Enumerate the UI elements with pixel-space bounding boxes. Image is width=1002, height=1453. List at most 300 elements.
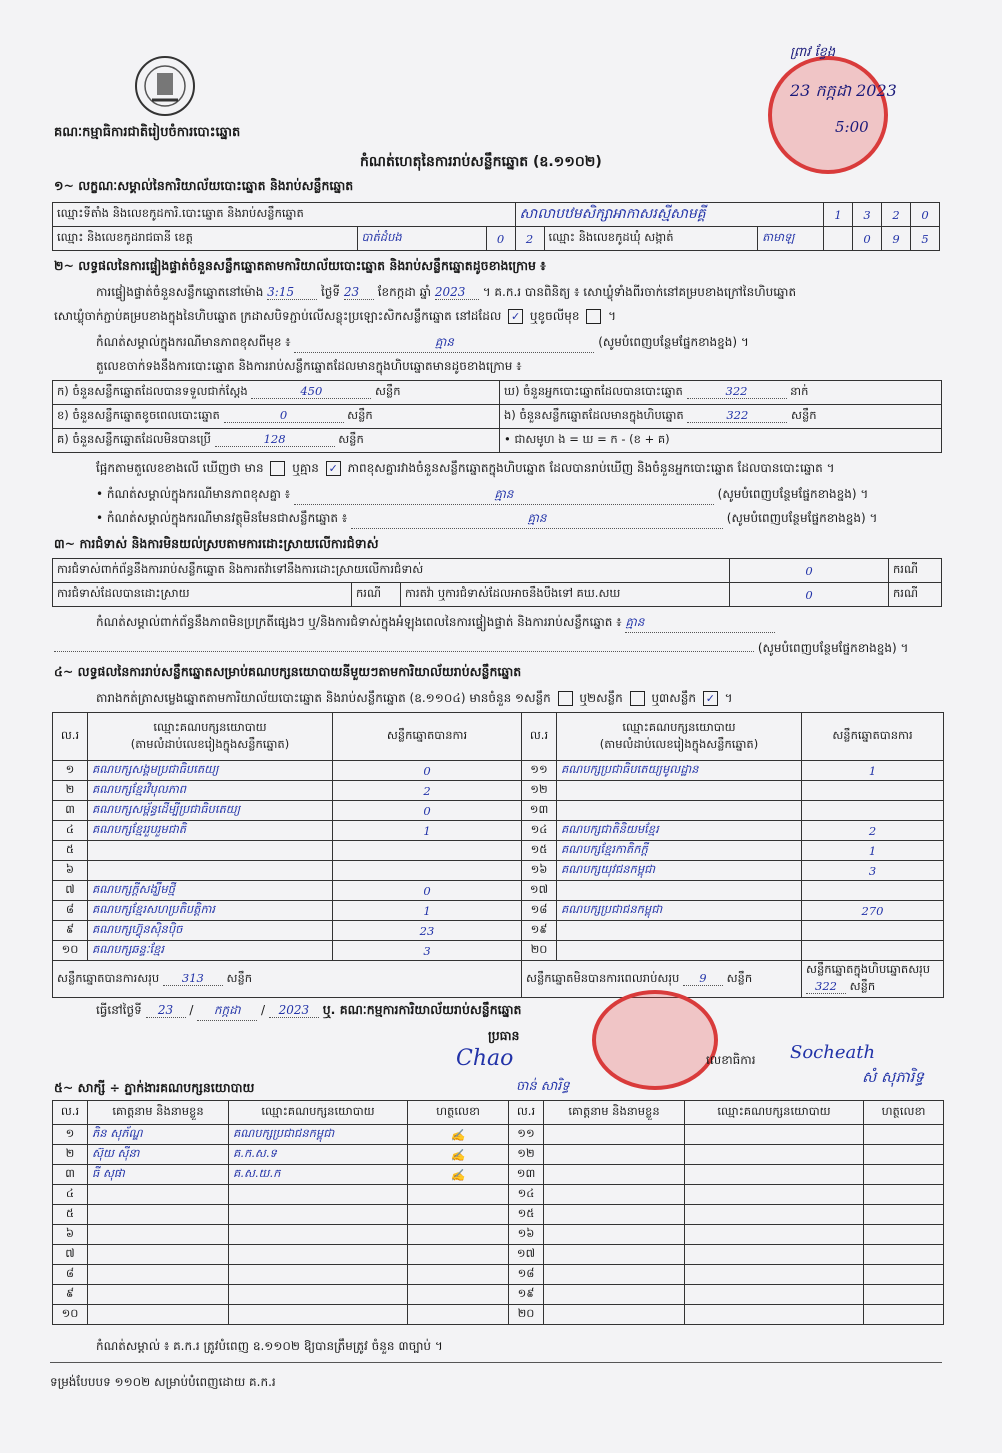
witness-party: គណបក្សប្រជាជនកម្ពុជា bbox=[229, 1125, 408, 1145]
witness-name: ធី សុផា bbox=[88, 1165, 229, 1185]
party-votes bbox=[333, 861, 522, 881]
results-col-no-right: ល.រ bbox=[522, 713, 557, 761]
figure-left-cell bbox=[53, 429, 500, 453]
witness-name bbox=[544, 1285, 685, 1305]
party-no: ១៨ bbox=[522, 901, 557, 921]
verify-text-b: ថ្ងៃទី bbox=[321, 285, 341, 299]
results-col-party-left-sub: (តាមលំដាប់លេខរៀងក្នុងសន្លឹកឆ្នោត) bbox=[130, 736, 290, 751]
date-year: 2023 bbox=[269, 1003, 319, 1018]
witness-party bbox=[229, 1185, 408, 1205]
witness-name bbox=[544, 1205, 685, 1225]
party-name bbox=[557, 921, 802, 941]
witness-no: ១៥ bbox=[509, 1205, 544, 1225]
witness-signature bbox=[864, 1225, 944, 1245]
party-name: គណបក្សជាតិនិយមខ្មែរ bbox=[557, 821, 802, 841]
seal-line: សោឃ្លុំចាក់ភ្ជាប់គម្របខាងក្នុងនៃហិបឆ្នោត ក្រដាសបិទភ្ជាប់លើសន្លុះប្រឡោះសិកសន្លឹកឆ្នោត នៅដដែល ✓ ឬខូចលីមុខ ។ bbox=[54, 309, 616, 323]
witness-name bbox=[544, 1265, 685, 1285]
party-name: គណបក្សសង្គមប្រជាធិបតេយ្យ bbox=[88, 761, 333, 781]
figure-right-value: 322 bbox=[687, 384, 787, 399]
party-votes: 270 bbox=[802, 901, 944, 921]
results-col-votes-right: សន្លឹកឆ្នោតបានការ bbox=[802, 713, 944, 761]
witness-name bbox=[544, 1305, 685, 1325]
place-code-4: 0 bbox=[911, 203, 940, 227]
bullet2-line bbox=[96, 510, 946, 529]
results-col-party-right-title: ឈ្មោះគណបក្សនយោបាយ bbox=[622, 719, 736, 734]
results-row bbox=[53, 941, 944, 961]
secretary-signature: Socheath bbox=[790, 1042, 876, 1063]
results-col-party-left-title: ឈ្មោះគណបក្សនយោបាយ bbox=[153, 719, 267, 734]
witness-name bbox=[88, 1245, 229, 1265]
figures-row bbox=[53, 429, 942, 453]
party-votes: 3 bbox=[802, 861, 944, 881]
page-title: កំណត់ហេតុនៃការរាប់សន្លឹកឆ្នោត (ឧ.១១០២) bbox=[360, 154, 602, 170]
party-votes: 1 bbox=[802, 841, 944, 861]
section1-table bbox=[52, 202, 940, 251]
figure-right-unit: សន្លឹក bbox=[791, 408, 817, 422]
witness-signature bbox=[864, 1185, 944, 1205]
complaints-row2-unit-a: ករណី bbox=[352, 583, 401, 607]
irregularity-hint-line bbox=[54, 640, 944, 658]
damage-note-hint: (សូមបំពេញបន្ថែមផ្នែកខាងខ្នង) ។ bbox=[598, 335, 749, 349]
witness-name bbox=[88, 1185, 229, 1205]
complaints-row2-mid: ការតវ៉ា ឬការជំទាស់ដែលអាចនឹងបឹងទៅ គឃ.សឃ bbox=[401, 583, 730, 607]
irregularity-note-label: កំណត់សម្គាល់ពាក់ព័ន្ធនឹងភាពមិនប្រក្រតីផ្សេងៗ ឬ/និងការជំទាស់ក្នុងអំឡុងពេលនៃការផ្ទៀងផ្ទាត់ និងការរាប់សន្លឹកឆ្នោត ៖ bbox=[96, 615, 622, 629]
party-name bbox=[557, 801, 802, 821]
section3-heading: ៣~ ការជំទាស់ និងការមិនយល់ស្របតាមការដោះស្រាយលើការជំទាស់ bbox=[54, 536, 379, 551]
damaged-label: ឬខូចលីមុខ bbox=[529, 309, 580, 323]
sheets-text-a: តារាងកត់ត្រាសម្លេងឆ្នោតតាមការិយាល័យបោះឆ្នោត និងរាប់សន្លឹកឆ្នោត (ឧ.១១០៤) មានចំនួន ១សន្លឹក bbox=[96, 691, 551, 705]
figure-left-label: គ) ចំនួនសន្លឹកឆ្នោតដែលមិនបានប្រើ bbox=[57, 432, 211, 446]
party-no: ៩ bbox=[53, 921, 88, 941]
figures-intro: តួលេខចាក់ទងនឹងការបោះឆ្នោត និងការរាប់សន្លឹកឆ្នោតដែលមានក្នុងហិបឆ្នោតមានដូចខាងក្រោម ៖ bbox=[96, 359, 522, 373]
witness-no: ២០ bbox=[509, 1305, 544, 1325]
discrepancy-no-checkbox[interactable]: ✓ bbox=[326, 461, 341, 476]
complaints-row1-label: ការជំទាស់ពាក់ព័ន្ធនឹងការរាប់សន្លឹកឆ្នោត និងការតវ៉ាទៅនឹងការដោះស្រាយលើការជំទាស់ bbox=[53, 559, 730, 583]
discrepancy-yes-checkbox[interactable] bbox=[270, 461, 285, 476]
total-box-unit: សន្លឹក bbox=[849, 979, 876, 993]
secretary-label: លេខាធិការ bbox=[706, 1053, 756, 1067]
results-col-party-right bbox=[557, 713, 802, 761]
district-code-1: 0 bbox=[486, 227, 515, 251]
witness-signature bbox=[408, 1305, 509, 1325]
results-row bbox=[53, 841, 944, 861]
witness-no: ២ bbox=[53, 1145, 88, 1165]
witness-col-sign-right: ហត្ថលេខា bbox=[864, 1101, 944, 1125]
figure-left-unit: សន្លឹក bbox=[347, 408, 373, 422]
witness-party bbox=[229, 1225, 408, 1245]
witness-party bbox=[685, 1265, 864, 1285]
discrepancy-text-b: ឬគ្មាន bbox=[292, 461, 319, 475]
figure-left-cell bbox=[53, 405, 500, 429]
witness-no: ៧ bbox=[53, 1245, 88, 1265]
witness-party bbox=[685, 1305, 864, 1325]
place-value: សាលាបឋមសិក្សាអាកាសរស្មីសាមគ្គី bbox=[515, 203, 823, 227]
commune-code-1: 0 bbox=[853, 227, 882, 251]
figure-left-label: ខ) ចំនួនសន្លឹកឆ្នោតខូចពេលបោះឆ្នោត bbox=[57, 408, 220, 422]
witness-row bbox=[53, 1165, 944, 1185]
figures-row bbox=[53, 405, 942, 429]
figure-left-value: 128 bbox=[215, 432, 335, 447]
witness-no: ១៤ bbox=[509, 1185, 544, 1205]
witness-no: ៦ bbox=[53, 1225, 88, 1245]
party-votes bbox=[802, 801, 944, 821]
sheets-text-c: ឬ៣សន្លឹក bbox=[651, 691, 696, 705]
results-row bbox=[53, 881, 944, 901]
party-no: ៤ bbox=[53, 821, 88, 841]
total-valid-value: 313 bbox=[163, 971, 223, 986]
irregularity-hint: (សូមបំពេញបន្ថែមផ្នែកខាងខ្នង) ។ bbox=[757, 641, 909, 655]
witness-col-name-right: គោត្តនាម និងនាមខ្លួន bbox=[544, 1101, 685, 1125]
party-name bbox=[88, 861, 333, 881]
witness-signature bbox=[864, 1125, 944, 1145]
witness-name: ស៊ុយ ស៊ីនា bbox=[88, 1145, 229, 1165]
witness-party bbox=[685, 1285, 864, 1305]
date-line: ធ្វើនៅថ្ងៃទី 23 / កក្កដា / 2023 ឬ. គណៈកម្មការការិយាល័យរាប់សន្លឹកឆ្នោត bbox=[96, 1002, 521, 1021]
witness-name bbox=[88, 1225, 229, 1245]
witness-name bbox=[544, 1225, 685, 1245]
witness-name bbox=[88, 1265, 229, 1285]
verify-text-d: ។ គ.ក.រ បានពិនិត្យ ៖ សោឃ្លុំទាំងពីរចាក់នៅគម្របខាងក្រៅនៃហិបឆ្នោត bbox=[482, 285, 797, 299]
party-no: ១៥ bbox=[522, 841, 557, 861]
witness-party: គ.ក.ស.ទ bbox=[229, 1145, 408, 1165]
witness-no: ៥ bbox=[53, 1205, 88, 1225]
results-col-no-left: ល.រ bbox=[53, 713, 88, 761]
complaints-row2-label: ការជំទាស់ដែលបានដោះស្រាយ bbox=[53, 583, 352, 607]
witness-signature: ✍ bbox=[408, 1125, 509, 1145]
damage-note-value: គ្មាន bbox=[294, 334, 594, 353]
figure-left-value: 450 bbox=[251, 384, 371, 399]
witness-row bbox=[53, 1245, 944, 1265]
bullet2-label: • កំណត់សម្គាល់ក្នុងករណីមានវត្ថុមិនមែនជាសន្លឹកឆ្នោត ៖ bbox=[96, 511, 348, 525]
total-invalid-label: សន្លឹកឆ្នោតមិនបានការពេលរាប់សរុប bbox=[526, 970, 680, 985]
witness-col-name-left: គោត្តនាម និងនាមខ្លួន bbox=[88, 1101, 229, 1125]
party-no: ៥ bbox=[53, 841, 88, 861]
party-no: ១៣ bbox=[522, 801, 557, 821]
witness-no: ៤ bbox=[53, 1185, 88, 1205]
complaints-row2-unit: ករណី bbox=[889, 583, 942, 607]
party-name: គណបក្សក្ដីសង្ឃឹមថ្មី bbox=[88, 881, 333, 901]
figure-right-cell bbox=[500, 381, 942, 405]
party-votes: 0 bbox=[333, 801, 522, 821]
district-value: បាត់ដំបង bbox=[357, 227, 486, 251]
party-no: ៣ bbox=[53, 801, 88, 821]
witness-name bbox=[544, 1245, 685, 1265]
footer-note: កំណត់សម្គាល់ ៖ គ.ក.រ ត្រូវបំពេញ ឧ.១១០២ ឱ្យបានត្រឹមត្រូវ ចំនួន ៣ច្បាប់ ។ bbox=[96, 1339, 443, 1353]
verify-time: 3:15 bbox=[267, 285, 317, 300]
discrepancy-line bbox=[96, 460, 946, 478]
party-name: គណបក្សប្រជាធិបតេយ្យមូលដ្ឋាន bbox=[557, 761, 802, 781]
party-no: ១៩ bbox=[522, 921, 557, 941]
party-no: ១៤ bbox=[522, 821, 557, 841]
sheets-3-checkbox[interactable]: ✓ bbox=[703, 691, 718, 706]
stamp-note: ព្រាវ ខ្វែង bbox=[790, 45, 836, 60]
party-votes: 0 bbox=[333, 881, 522, 901]
witness-row bbox=[53, 1125, 944, 1145]
party-no: ១០ bbox=[53, 941, 88, 961]
party-name: គណបក្សខ្មែរកាតិកក្ដី bbox=[557, 841, 802, 861]
results-row bbox=[53, 861, 944, 881]
nec-emblem bbox=[132, 55, 198, 117]
witness-party bbox=[685, 1165, 864, 1185]
witness-row bbox=[53, 1225, 944, 1245]
bullet1-line bbox=[96, 486, 946, 505]
results-col-party-left bbox=[88, 713, 333, 761]
total-valid-unit: សន្លឹក bbox=[226, 970, 253, 985]
party-name: គណបក្សសម្ព័ន្ធដើម្បីប្រជាធិបតេយ្យ bbox=[88, 801, 333, 821]
figures-table bbox=[52, 380, 942, 453]
chair-signature: Chao bbox=[456, 1046, 514, 1071]
party-no: ១២ bbox=[522, 781, 557, 801]
party-no: ២០ bbox=[522, 941, 557, 961]
party-no: ១៦ bbox=[522, 861, 557, 881]
party-name bbox=[557, 941, 802, 961]
verify-line bbox=[96, 284, 946, 302]
witness-party: គ.ស.យ.ក bbox=[229, 1165, 408, 1185]
results-row bbox=[53, 781, 944, 801]
witness-signature bbox=[864, 1305, 944, 1325]
witness-party bbox=[685, 1245, 864, 1265]
date-month: កក្កដា bbox=[197, 1002, 257, 1021]
secretary-name: សំ សុភារិទ្ធ bbox=[862, 1068, 924, 1086]
commune-code-3: 5 bbox=[911, 227, 940, 251]
party-votes: 3 bbox=[333, 941, 522, 961]
results-table bbox=[52, 712, 944, 998]
witness-signature bbox=[864, 1205, 944, 1225]
witness-no: ៩ bbox=[53, 1285, 88, 1305]
party-votes: 1 bbox=[802, 761, 944, 781]
witness-name bbox=[544, 1145, 685, 1165]
irregularity-note-value: គ្មាន bbox=[625, 614, 775, 633]
witness-no: ១១ bbox=[509, 1125, 544, 1145]
witness-signature bbox=[408, 1285, 509, 1305]
stamp-time: 5:00 bbox=[835, 118, 869, 136]
party-no: ១៧ bbox=[522, 881, 557, 901]
section4-heading: ៤~ លទ្ធផលនៃការរាប់សន្លឹកឆ្នោតសម្រាប់គណបក្សនយោបាយនីមួយៗតាមការិយាល័យរាប់សន្លឹកឆ្នោត bbox=[54, 664, 522, 679]
seal-text: សោឃ្លុំចាក់ភ្ជាប់គម្របខាងក្នុងនៃហិបឆ្នោត ក្រដាសបិទភ្ជាប់លើសន្លុះប្រឡោះសិកសន្លឹកឆ្នោត នៅដដែល bbox=[54, 309, 502, 323]
party-votes bbox=[802, 921, 944, 941]
figure-left-value: 0 bbox=[224, 408, 344, 423]
party-no: ១១ bbox=[522, 761, 557, 781]
witness-no: ១៨ bbox=[509, 1265, 544, 1285]
witness-signature: ✍ bbox=[408, 1145, 509, 1165]
party-no: ២ bbox=[53, 781, 88, 801]
verify-year: 2023 bbox=[435, 285, 479, 300]
form-note: ទម្រង់បែបបទ ១១០២ សម្រាប់បំពេញដោយ គ.ក.រ bbox=[50, 1375, 276, 1389]
witness-party bbox=[229, 1265, 408, 1285]
party-name: គណបក្សឆន្ទៈខ្មែរ bbox=[88, 941, 333, 961]
party-name: គណបក្សហ៊្វុនស៊ិនប៉ិច bbox=[88, 921, 333, 941]
witness-name bbox=[544, 1125, 685, 1145]
sheets-1-checkbox[interactable] bbox=[558, 691, 573, 706]
committee-name: គណៈកម្មាធិការជាតិរៀបចំការបោះឆ្នោត bbox=[54, 125, 241, 140]
witness-signature bbox=[864, 1285, 944, 1305]
results-row bbox=[53, 821, 944, 841]
witness-signature bbox=[408, 1245, 509, 1265]
chair-name: ចាន់ សារិទ្ធ bbox=[516, 1079, 570, 1094]
witness-party bbox=[685, 1205, 864, 1225]
party-votes bbox=[802, 941, 944, 961]
witness-party bbox=[229, 1205, 408, 1225]
witness-signature bbox=[864, 1165, 944, 1185]
witness-name bbox=[544, 1185, 685, 1205]
witness-party bbox=[685, 1145, 864, 1165]
committee-label: ឬ. គណៈកម្មការការិយាល័យរាប់សន្លឹកឆ្នោត bbox=[322, 1002, 522, 1017]
figure-left-unit: សន្លឹក bbox=[338, 432, 364, 446]
results-row bbox=[53, 901, 944, 921]
commune-value: តាមាឡ bbox=[758, 227, 824, 251]
bullet2-value: គ្មាន bbox=[351, 510, 723, 529]
bullet2-hint: (សូមបំពេញបន្ថែមផ្នែកខាងខ្នង) ។ bbox=[726, 511, 878, 525]
discrepancy-text-c: ភាពខុសគ្នារវាងចំនួនសន្លឹកឆ្នោតក្នុងហិបឆ្នោត ដែលបានរាប់ឃើញ និងចំនួនអ្នកបោះឆ្នោត ដែលបានបោះឆ្នោត ។ bbox=[347, 461, 835, 475]
witness-col-no-right: ល.រ bbox=[509, 1101, 544, 1125]
witness-no: ១ bbox=[53, 1125, 88, 1145]
place-code-3: 2 bbox=[882, 203, 911, 227]
witness-signature bbox=[408, 1205, 509, 1225]
witness-party bbox=[685, 1125, 864, 1145]
complaints-row1-value: 0 bbox=[730, 559, 889, 583]
figure-right-value: 322 bbox=[687, 408, 787, 423]
witness-party bbox=[685, 1185, 864, 1205]
total-valid-cell bbox=[53, 961, 522, 998]
party-votes: 0 bbox=[333, 761, 522, 781]
total-box-cell bbox=[802, 961, 944, 998]
section2-heading: ២~ លទ្ធផលនៃការផ្ទៀងផ្ទាត់ចំនួនសន្លឹកឆ្នោតតាមការិយាល័យបោះឆ្នោត និងរាប់សន្លឹកឆ្នោតដូចខាងក្រោម ៖ bbox=[54, 258, 546, 273]
section5-heading: ៥~ សាក្សី ÷ ភ្នាក់ងារគណបក្សនយោបាយ bbox=[54, 1080, 255, 1095]
witness-signature bbox=[408, 1225, 509, 1245]
sheets-2-checkbox[interactable] bbox=[630, 691, 645, 706]
party-votes bbox=[802, 781, 944, 801]
witness-signature bbox=[864, 1145, 944, 1165]
sheets-text-b: ឬ២សន្លឹក bbox=[579, 691, 623, 705]
figure-right-cell bbox=[500, 429, 942, 453]
chair-label: ប្រធាន bbox=[488, 1028, 520, 1043]
district-label: ឈ្មោះ និងលេខកូដរាជធានី ខេត្ត bbox=[53, 227, 358, 251]
witness-col-party-right: ឈ្មោះគណបក្សនយោបាយ bbox=[685, 1101, 864, 1125]
party-votes bbox=[802, 881, 944, 901]
witness-no: ១០ bbox=[53, 1305, 88, 1325]
complaints-row2-value: 0 bbox=[730, 583, 889, 607]
witness-party bbox=[229, 1285, 408, 1305]
figures-row bbox=[53, 381, 942, 405]
bullet1-hint: (សូមបំពេញបន្ថែមផ្នែកខាងខ្នង) ។ bbox=[717, 487, 869, 501]
figure-right-cell bbox=[500, 405, 942, 429]
figure-left-cell bbox=[53, 381, 500, 405]
party-votes: 1 bbox=[333, 901, 522, 921]
verify-text-c: ខែកក្កដា ឆ្នាំ bbox=[377, 285, 432, 299]
figure-right-unit: នាក់ bbox=[790, 384, 809, 398]
date-label: ធ្វើនៅថ្ងៃទី bbox=[96, 1003, 142, 1017]
committee-stamp bbox=[592, 990, 718, 1090]
commune-label: ឈ្មោះ និងលេខកូដឃុំ សង្កាត់ bbox=[544, 227, 758, 251]
witness-row bbox=[53, 1185, 944, 1205]
party-no: ៨ bbox=[53, 901, 88, 921]
witness-party bbox=[229, 1305, 408, 1325]
figure-left-unit: សន្លឹក bbox=[374, 384, 401, 398]
witness-table bbox=[52, 1100, 944, 1325]
figure-right-label: ង) ចំនួនសន្លឹកឆ្នោតដែលមានក្នុងហិបឆ្នោត bbox=[504, 408, 684, 422]
witness-no: ១២ bbox=[509, 1145, 544, 1165]
party-no: ១ bbox=[53, 761, 88, 781]
witness-no: ១៧ bbox=[509, 1245, 544, 1265]
party-name bbox=[557, 781, 802, 801]
party-votes: 1 bbox=[333, 821, 522, 841]
witness-name bbox=[88, 1305, 229, 1325]
witness-row bbox=[53, 1285, 944, 1305]
figure-left-label: ក) ចំនួនសន្លឹកឆ្នោតដែលបានទទួលជាក់ស្តែង bbox=[57, 384, 248, 398]
witness-col-party-left: ឈ្មោះគណបក្សនយោបាយ bbox=[229, 1101, 408, 1125]
party-name: គណបក្សខ្មែរវិបុលភាព bbox=[88, 781, 333, 801]
party-name bbox=[557, 881, 802, 901]
date-day: 23 bbox=[146, 1003, 186, 1018]
witness-party bbox=[685, 1225, 864, 1245]
district-code-2: 2 bbox=[515, 227, 544, 251]
witness-signature: ✍ bbox=[408, 1165, 509, 1185]
verify-day: 23 bbox=[344, 285, 374, 300]
figure-right-label: • ជាសមូហ ង = ឃ = ក - (ខ + គ) bbox=[504, 432, 670, 446]
results-col-votes-left: សន្លឹកឆ្នោតបានការ bbox=[333, 713, 522, 761]
party-votes: 2 bbox=[333, 781, 522, 801]
total-invalid-value: 9 bbox=[683, 971, 723, 986]
total-box-value: 322 bbox=[806, 979, 846, 994]
discrepancy-text-a: ផ្អែកតាមតួលេខខាងលើ ឃើញថា មាន bbox=[96, 461, 264, 475]
party-name: គណបក្សប្រជាជនកម្ពុជា bbox=[557, 901, 802, 921]
witness-signature bbox=[408, 1185, 509, 1205]
witness-row bbox=[53, 1305, 944, 1325]
stamp-date: 23 កក្កដា 2023 bbox=[790, 81, 897, 100]
section1-heading: ១~ លក្ខណៈសម្គាល់នៃការិយាល័យបោះឆ្នោត និងរាប់សន្លឹកឆ្នោត bbox=[54, 178, 354, 193]
witness-signature bbox=[864, 1245, 944, 1265]
party-votes: 23 bbox=[333, 921, 522, 941]
witness-name bbox=[88, 1205, 229, 1225]
witness-col-no-left: ល.រ bbox=[53, 1101, 88, 1125]
witness-name: ភិន សុភ័ណ្ឌ bbox=[88, 1125, 229, 1145]
witness-party bbox=[229, 1245, 408, 1265]
witness-row bbox=[53, 1265, 944, 1285]
witness-signature bbox=[864, 1265, 944, 1285]
results-row bbox=[53, 801, 944, 821]
complaints-table bbox=[52, 558, 942, 607]
intact-checkbox[interactable]: ✓ bbox=[508, 309, 523, 324]
verify-text-a: ការផ្ទៀងផ្ទាត់ចំនួនសន្លឹកឆ្នោតនៅម៉ោង bbox=[96, 285, 264, 299]
party-votes bbox=[333, 841, 522, 861]
damaged-checkbox[interactable] bbox=[586, 309, 601, 324]
results-row bbox=[53, 921, 944, 941]
complaints-row1-unit: ករណី bbox=[889, 559, 942, 583]
damage-note-line bbox=[96, 334, 946, 353]
party-votes: 2 bbox=[802, 821, 944, 841]
witness-col-sign-left: ហត្ថលេខា bbox=[408, 1101, 509, 1125]
place-label: ឈ្មោះទីតាំង និងលេខកូដការិ.បោះឆ្នោត និងរាប់សន្លឹកឆ្នោត bbox=[53, 203, 516, 227]
total-valid-label: សន្លឹកឆ្នោតបានការសរុប bbox=[57, 970, 160, 985]
total-invalid-unit: សន្លឹក bbox=[726, 970, 753, 985]
place-code-2: 3 bbox=[853, 203, 882, 227]
bullet1-label: • កំណត់សម្គាល់ក្នុងករណីមានភាពខុសគ្នា ៖ bbox=[96, 487, 291, 501]
party-no: ៧ bbox=[53, 881, 88, 901]
witness-signature bbox=[408, 1265, 509, 1285]
results-col-party-right-sub: (តាមលំដាប់លេខរៀងក្នុងសន្លឹកឆ្នោត) bbox=[599, 736, 759, 751]
witness-name bbox=[544, 1165, 685, 1185]
witness-row bbox=[53, 1205, 944, 1225]
place-code-1: 1 bbox=[824, 203, 853, 227]
witness-row bbox=[53, 1145, 944, 1165]
party-no: ៦ bbox=[53, 861, 88, 881]
witness-no: ១៦ bbox=[509, 1225, 544, 1245]
witness-no: ៨ bbox=[53, 1265, 88, 1285]
witness-no: ១៣ bbox=[509, 1165, 544, 1185]
figure-right-label: ឃ) ចំនួនអ្នកបោះឆ្នោតដែលបានបោះឆ្នោត bbox=[504, 384, 683, 398]
damage-note-label: កំណត់សម្គាល់ក្នុងករណីមានភាពខុសពីមុខ ៖ bbox=[96, 335, 291, 349]
commune-code-2: 9 bbox=[882, 227, 911, 251]
